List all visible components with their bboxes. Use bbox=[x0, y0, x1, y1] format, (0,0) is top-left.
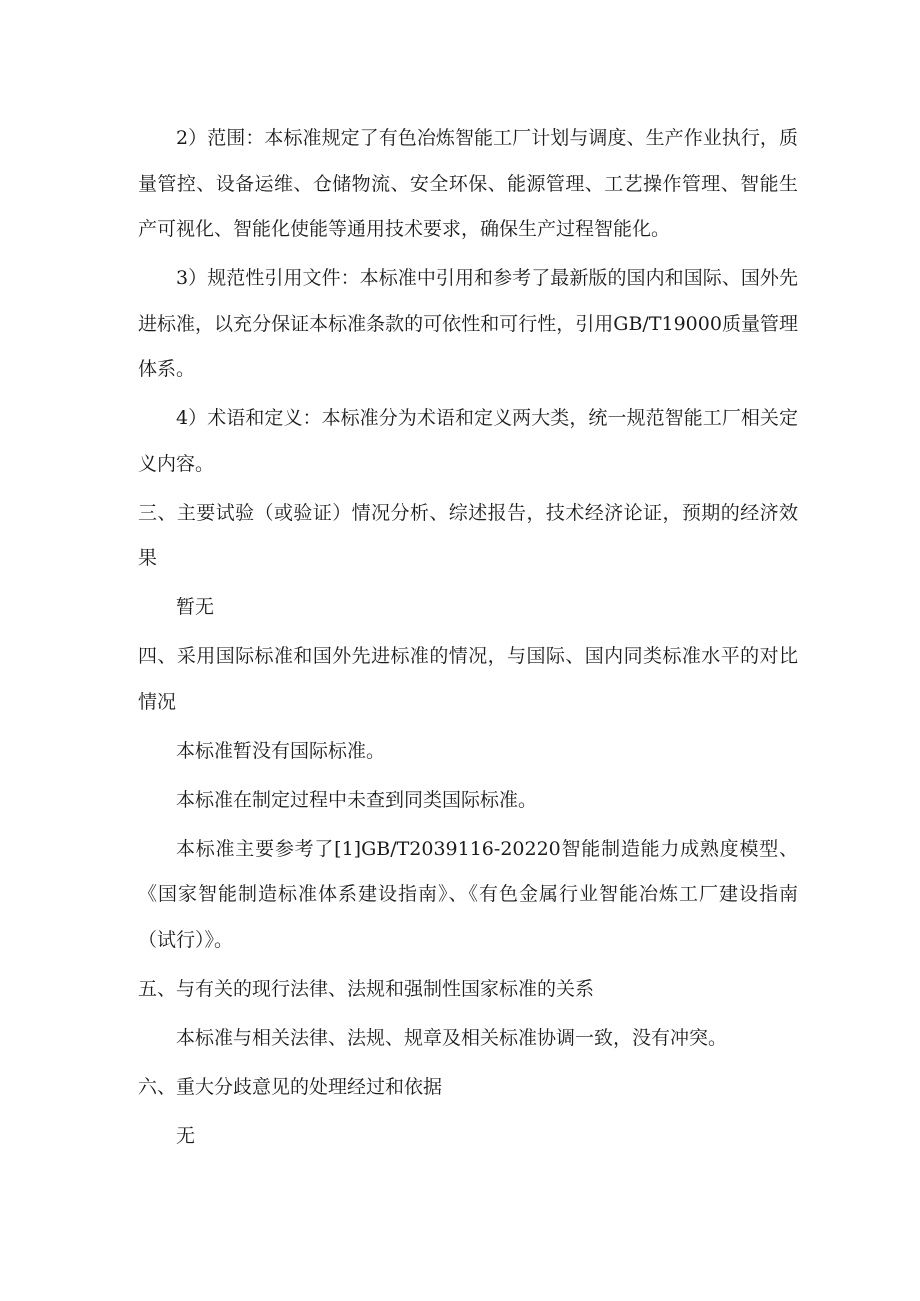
section-5-body: 本标准与相关法律、法规、规章及相关标准协调一致，没有冲突。 bbox=[176, 1026, 728, 1049]
section-4-body-2: 本标准在制定过程中未查到同类国际标准。 bbox=[176, 788, 538, 811]
section-4-body-1: 本标准暂没有国际标准。 bbox=[176, 739, 386, 762]
section-3-body: 暂无 bbox=[176, 596, 215, 618]
section-4-heading: 四、采用国际标准和国外先进标准的情况，与国际、国内同类标准水平的对比情况 bbox=[138, 645, 798, 713]
section-5-heading: 五、与有关的现行法律、法规和强制性国家标准的关系 bbox=[138, 977, 595, 1000]
section-6-body: 无 bbox=[176, 1124, 196, 1147]
section-4-body-3: 本标准主要参考了[1]GB/T2039116-20220智能制造能力成熟度模型、《国家智能制造标准体系建设指南》、《有色金属行业智能冶炼工厂建设指南（试行）》。 bbox=[138, 837, 798, 951]
section-3-heading: 三、主要试验（或验证）情况分析、综述报告，技术经济论证，预期的经济效果 bbox=[138, 501, 798, 569]
paragraph-normative-references: 3）规范性引用文件：本标准中引用和参考了最新版的国内和国际、国外先进标准，以充分保证本标准条款的可依性和可行性，引用GB/T19000质量管理体系。 bbox=[138, 267, 798, 380]
section-6-heading: 六、重大分歧意见的处理经过和依据 bbox=[138, 1075, 443, 1098]
document-body bbox=[138, 116, 798, 1163]
paragraph-scope: 2）范围：本标准规定了有色冶炼智能工厂计划与调度、生产作业执行，质量管控、设备运维、仓储物流、安全环保、能源管理、工艺操作管理、智能生产可视化、智能化使能等通用技术要求，确保生产过程智能化。 bbox=[138, 127, 798, 240]
paragraph-terms-definitions: 4）术语和定义：本标准分为术语和定义两大类，统一规范智能工厂相关定义内容。 bbox=[138, 407, 798, 475]
